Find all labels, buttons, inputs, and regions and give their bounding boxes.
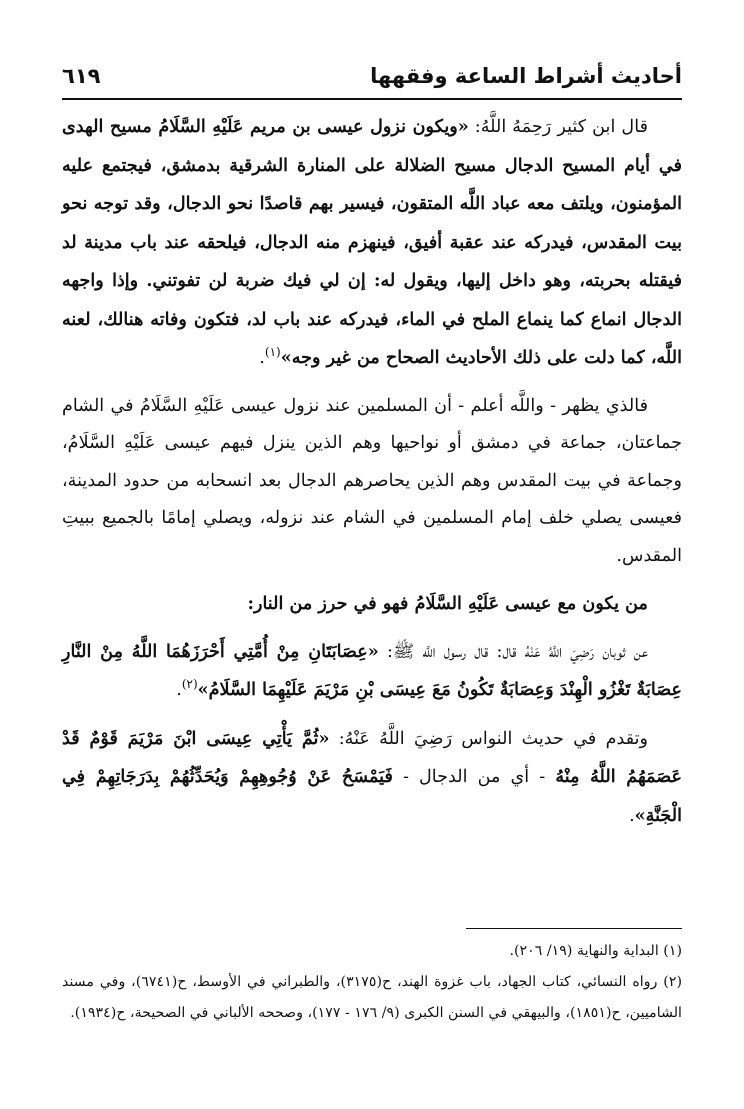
paragraph-end: . [176, 680, 182, 700]
main-text [62, 108, 682, 845]
paragraph-hadith-nawwas [62, 720, 682, 836]
section-subheading: من يكون مع عيسى عَلَيْهِ السَّلَامُ فهو في حرز من النار: [247, 593, 648, 614]
hadith-isnad: عن ثوبان رَضِيَ اللَّهُ عَنْهُ قال: قال رسول اللَّه ﷺ: [378, 641, 649, 662]
page-header-title: أحاديث أشراط الساعة وفقهها [370, 64, 682, 88]
footnote-2: (٢) رواه النسائي، كتاب الجهاد، باب غزوة الهند، ح(٣١٧٥)، والطبراني في الأوسط، ح(٦٧٤١)، وفي مسند الشاميين، ح(١٨٥١)، والبيهقي في السنن الكبرى (٩/ ١٧٦ - ١٧٧)، وصححه الألباني في الصحيحة، ح(١٩٣٤). [62, 974, 682, 1021]
footnote-ref-2: (٢) [181, 677, 198, 692]
paragraph-end: . [629, 805, 635, 826]
paragraph-lead: قال ابن كثير رَحِمَهُ اللَّهُ: [468, 117, 648, 137]
paragraph-commentary: فالذي يظهر - واللَّه أعلم - أن المسلمين عند نزول عيسى عَلَيْهِ السَّلَامُ في الشام جماعتان، جماعة في دمشق أو نواحيها وهم الذين ينزل فيهم عيسى عَلَيْهِ السَّلَامُ، وجماعة في بيت المقدس وهم الذين يحاصرهم الدجال بعد انسحابه من حدود المدينة، فعيسى يصلي خلف إمام المسلمين في الشام عند نزوله، ويصلي إمامًا بالجميع ببيتِ المقدس. [62, 395, 682, 566]
footnote-divider [466, 928, 682, 929]
paragraph-hadith-thawban [62, 633, 682, 710]
footnote-ref-1: (١) [264, 345, 281, 360]
hadith-text: «عِصَابَتَانِ مِنْ أُمَّتِي أَحْرَزَهُمَا اللَّهُ مِنْ النَّارِ عِصَابَةٌ تَغْزُو الْهِنْدَ وَعِصَابَةٌ تَكُونُ مَعَ عِيسَى بْنِ مَرْيَمَ عَلَيْهِمَا السَّلَامُ» [62, 640, 682, 700]
ibn-kathir-quote: «ويكون نزول عيسى بن مريم عَلَيْهِ السَّلَامُ مسيح الهدى في أيام المسيح الدجال مسيح الضلالة على المنارة الشرقية بدمشق، فيجتمع عليه المؤمنون، ويلتف معه عباد اللَّه المتقون، فيسير بهم قاصدًا نحو الدجال، وقد توجه نحو بيت المقدس، فيدركه عند عقبة أفيق، فينهزم منه الدجال، فيلحقه عند باب مدينة لد فيقتله بحربته، وهو داخل إليها، ويقول له: إن لي فيك ضربة لن تفوتني. وإذا واجهه الدجال انماع كما ينماع الملح في الماء، فيدركه عند باب لد، فتكون وفاته هنالك، لعنه اللَّه، كما دلت على ذلك الأحاديث الصحاح من غير وجه» [62, 116, 682, 368]
page-number: ٦١٩ [62, 64, 101, 88]
footnotes [62, 936, 682, 1029]
hadith-isnad: وتقدم في حديث النواس رَضِيَ اللَّهُ عَنْهُ: [329, 728, 648, 749]
paragraph-end: . [259, 348, 265, 368]
hadith-text-part-a: «ثُمَّ يَأْتِي عِيسَى ابْنَ مَرْيَمَ قَوْمٌ قَدْ عَصَمَهُمُ اللَّهُ مِنْهُ [62, 727, 682, 787]
paragraph-ibn-kathir [62, 108, 682, 378]
header-divider [62, 98, 682, 100]
hadith-text-part-b: فَيَمْسَحُ عَنْ وُجُوهِهِمْ وَيُحَدِّثُهُمْ بِدَرَجَاتِهِمْ فِي الْجَنَّةِ» [62, 766, 682, 826]
footnote-1: (١) البداية والنهاية (١٩/ ٢٠٦). [509, 943, 682, 959]
running-head [62, 60, 682, 92]
hadith-gloss: - أي من الدجال - [392, 767, 556, 787]
